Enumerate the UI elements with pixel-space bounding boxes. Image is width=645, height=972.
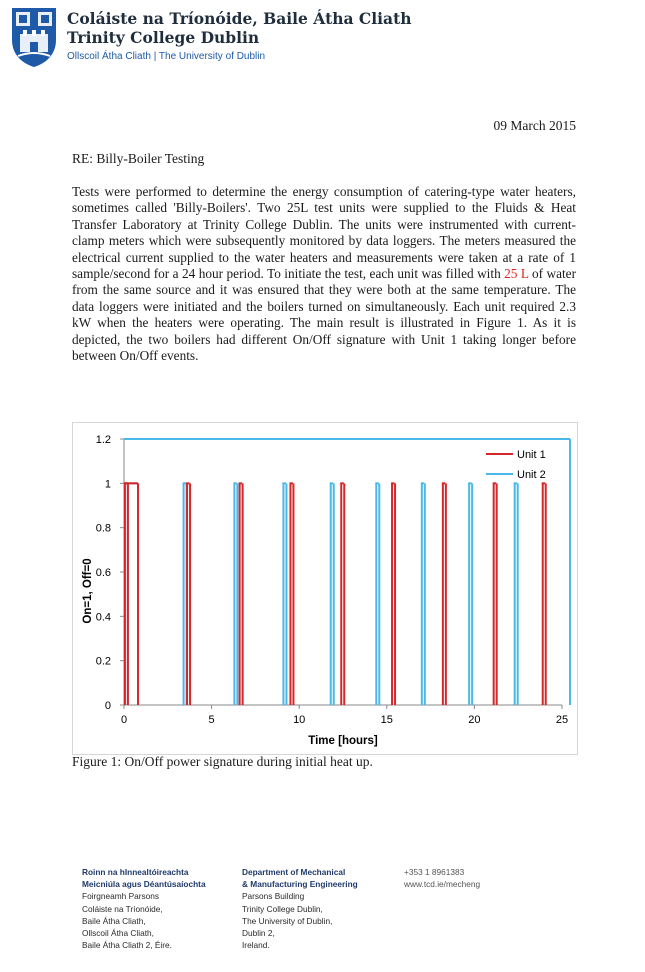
x-tick-label: 10 <box>293 714 306 726</box>
x-tick-label: 20 <box>468 714 481 726</box>
x-tick-label: 15 <box>380 714 393 726</box>
tcd-crest-icon <box>10 6 58 68</box>
y-tick-label: 0 <box>104 700 111 712</box>
letter-body <box>72 184 576 364</box>
college-name-irish: Coláiste na Tríonóide, Baile Átha Cliath <box>67 9 412 28</box>
chart-legend <box>486 449 546 481</box>
y-axis-label: On=1, Off=0 <box>82 558 94 624</box>
body-text-part1: Tests were performed to determine the energy consumption of catering-type water heaters, sometimes called 'Billy-Boilers'. Two 25L test units were supplied to the Fluids & Heat Transfer Laboratory at Trinity College Dublin. The units were instrumented with current-clamp meters which were subsequently monitored by data loggers. The meters measured the electrical current supplied to the water heaters and measurements were taken at a rate of 1 sample/second for a 24 hour period. To initiate the test, each unit was filled with <box>72 184 576 282</box>
footer-line: Department of Mechanical <box>242 867 346 877</box>
legend-label-unit-2: Unit 2 <box>517 469 546 481</box>
footer-line: Meicniúla agus Déantúsaíochta <box>82 879 206 890</box>
y-tick-label: 0.6 <box>95 567 111 579</box>
footer-line: & Manufacturing Engineering <box>242 879 358 890</box>
footer-line: Coláiste na Tríonóide, <box>82 903 163 914</box>
figure-1-chart <box>72 422 578 755</box>
figure-caption: Figure 1: On/Off power signature during initial heat up. <box>72 754 373 769</box>
footer-website[interactable]: www.tcd.ie/mecheng <box>404 879 481 890</box>
y-tick-label: 0.2 <box>95 655 111 668</box>
y-tick-label: 0.4 <box>95 611 111 624</box>
body-text-highlight: 25 L <box>504 266 529 282</box>
letter-subject: RE: Billy-Boiler Testing <box>72 151 205 166</box>
footer-contact <box>404 866 480 890</box>
x-axis-label: Time [hours] <box>308 735 378 747</box>
footer-line: Baile Átha Cliath, <box>82 915 146 926</box>
footer-line: Foirgneamh Parsons <box>82 891 160 902</box>
footer-line: Dublin 2, <box>242 928 275 939</box>
footer-irish-address <box>82 866 206 951</box>
x-tick-label: 0 <box>120 714 128 726</box>
footer-phone: +353 1 8961383 <box>404 867 465 877</box>
footer-line: Parsons Building <box>242 891 305 902</box>
y-tick-label: 1 <box>104 478 111 491</box>
letterhead <box>10 6 410 70</box>
y-tick-label: 0.8 <box>95 522 111 535</box>
footer-line: Ireland. <box>242 940 270 951</box>
body-text-part2: of water from the same source and it was ensured that they were both at the same temperature. The data loggers were initiated and the boilers turned on simultaneously. Each unit required 2.3 kW when the heaters were operating. The main result is illustrated in Figure 1. As it is depicted, the two boilers had different On/Off signature with Unit 1 taking longer before between On/Off events. <box>72 266 577 364</box>
footer-line: Baile Átha Cliath 2, Éire. <box>82 940 172 951</box>
college-name-english: Trinity College Dublin <box>67 28 260 47</box>
y-tick-label: 1.2 <box>95 434 111 446</box>
university-name: Ollscoil Átha Cliath | The University of Dublin <box>67 51 266 62</box>
chart-svg <box>73 423 577 754</box>
footer-line: The University of Dublin, <box>242 915 333 926</box>
footer-line: Trinity College Dublin, <box>242 903 323 914</box>
x-tick-label: 25 <box>555 714 569 726</box>
letter-date: 09 March 2015 <box>493 118 576 133</box>
footer-english-address <box>242 866 358 951</box>
x-tick-label: 5 <box>208 714 215 726</box>
footer-line: Roinn na hInnealtóireachta <box>82 867 189 877</box>
legend-label-unit-1: Unit 1 <box>517 449 546 461</box>
footer-line: Ollscoil Átha Cliath, <box>82 928 154 939</box>
